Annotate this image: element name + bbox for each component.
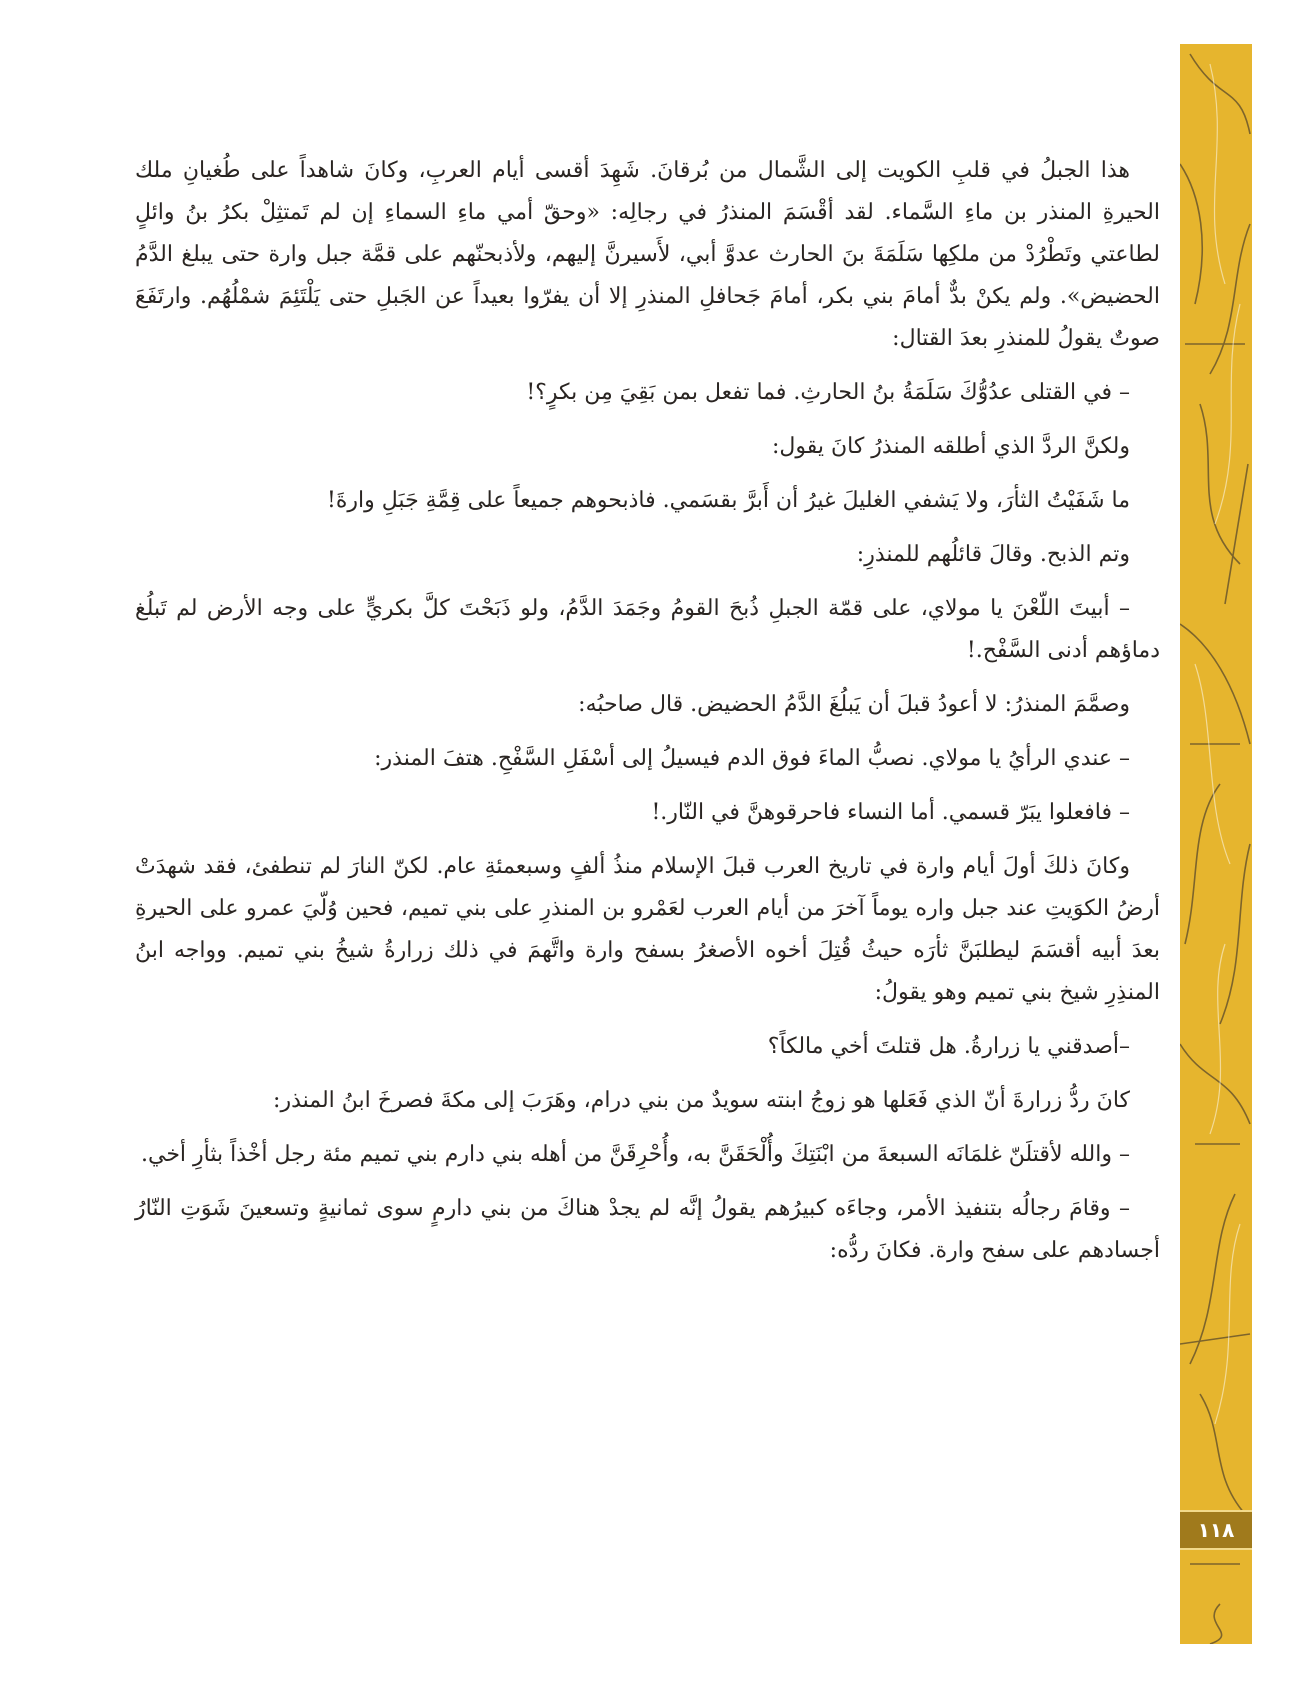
- paragraph: – والله لأقتلَنّ غلمَانَه السبعةَ من ابْنَتِكَ وأُلْحَقَنَّ به، وأُحْرِقَنَّ من أهله بني دارم بني تميم مئة رجل أخْذاً بثأرِ أخي.: [141, 1142, 1130, 1167]
- paragraph: كانَ ردُّ زرارةَ أنّ الذي فَعَلها هو زوجُ ابنته سويدٌ من بني درام، وهَرَبَ إلى مكةَ فصرخَ ابنُ المنذر:: [273, 1088, 1130, 1113]
- paragraph: هذا الجبلُ في قلبِ الكويت إلى الشَّمال من بُرقانَ. شَهِدَ أقسى أيام العربِ، وكانَ شاهداً على طُغيانِ ملك الحيرةِ المنذر بن ماءِ السَّماء. لقد أقْسَمَ المنذرُ في رجالِه: «وحقّ أمي ماءِ السماءِ إن لم تَمتثِلْ بكرُ بنُ وائلٍ لطاعتي وتَطْرُدْ من ملكِها سَلَمَةَ بنَ الحارث عدوَّ أبي، لأَسيرنَّ إليهم، ولأذبحنّهم على قمَّة جبل وارة حتى يبلغ الدَّمُ الحضيض». ولم يكنْ بدٌّ أمامَ بني بكر، أمامَ جَحافلِ المنذرِ إلا أن يفرّوا بعيداً عن الجَبلِ حتى يَلْتَئِمَ شمْلُهُم. وارتَفَعَ صوتٌ يقولُ للمنذرِ بعدَ القتال:: [135, 158, 1161, 351]
- paragraph: وكانَ ذلكَ أولَ أيام وارة في تاريخ العرب قبلَ الإسلام منذُ ألفٍ وسبعمئةِ عام. لكنّ النارَ لم تنطفئ، فقد شهدَتْ أرضُ الكوَيتِ عند جبل واره يوماً آخرَ من أيام العرب لعَمْرو بن المنذرِ على بني تميم، فحين وُلّيَ عمرو على الحيرةِ بعدَ أبيه أقسَمَ ليطلبَنَّ ثأرَه حيثُ قُتِلَ أخوه الأصغرُ بسفح وارة واتَّهمَ في ذلك زرارةُ شيخُ بني تميم. وواجه ابنُ المنذِرِ شيخ بني تميم وهو يقولُ:: [135, 854, 1161, 1005]
- paragraph: –أصدقني يا زرارةُ. هل قتلتَ أخي مالكاً؟: [767, 1034, 1130, 1059]
- page-number: ١١٨: [1197, 1518, 1235, 1542]
- decorative-margin-strip: [1180, 44, 1252, 1644]
- pattern-lines-icon: [1180, 44, 1252, 1644]
- paragraph: – أبيتَ اللّعْنَ يا مولاي، على قمّة الجبلِ ذُبحَ القومُ وجَمَدَ الدَّمُ، ولو ذَبَحْتَ كلَّ بكريٍّ على وجه الأرض لم تَبلُغ دماؤهم أدنى السَّفْح.!: [135, 596, 1160, 663]
- paragraph: – في القتلى عدُوُّكَ سَلَمَةُ بنُ الحارثِ. فما تفعل بمن بَقِيَ مِن بكرٍ؟!: [526, 380, 1130, 405]
- paragraph: – وقامَ رجالُه بتنفيذ الأمر، وجاءَه كبيرُهم يقولُ إنَّه لم يجدْ هناكَ من بني دارمٍ سوى ثمانيةٍ وتسعينَ شَوَتِ النّارُ أجسادهم على سفح وارة. فكانَ ردُّه:: [135, 1196, 1160, 1263]
- article-body: [135, 150, 1160, 1272]
- paragraph: ولكنَّ الردَّ الذي أطلقه المنذرُ كانَ يقول:: [771, 434, 1130, 459]
- paragraph: – عندي الرأيُ يا مولاي. نصبُّ الماءَ فوق الدم فيسيلُ إلى أسْفَلِ السَّفْحِ. هتفَ المنذر:: [374, 746, 1130, 771]
- paragraph: وصمَّمَ المنذرُ: لا أعودُ قبلَ أن يَبلُغَ الدَّمُ الحضيض. قال صاحبُه:: [578, 692, 1130, 717]
- page-number-badge: [1180, 1510, 1252, 1550]
- paragraph: وتم الذبح. وقالَ قائلُهم للمنذرِ:: [856, 542, 1130, 567]
- paragraph: ما شَفَيْتُ الثأرَ، ولا يَشفي الغليلَ غيرُ أن أَبرَّ بقسَمي. فاذبحوهم جميعاً على قِمَّةِ جَبَلِ وارةَ!: [327, 488, 1130, 513]
- paragraph: – فافعلوا يبَرّ قسمي. أما النساء فاحرقوهنَّ في النّار.!: [651, 800, 1130, 825]
